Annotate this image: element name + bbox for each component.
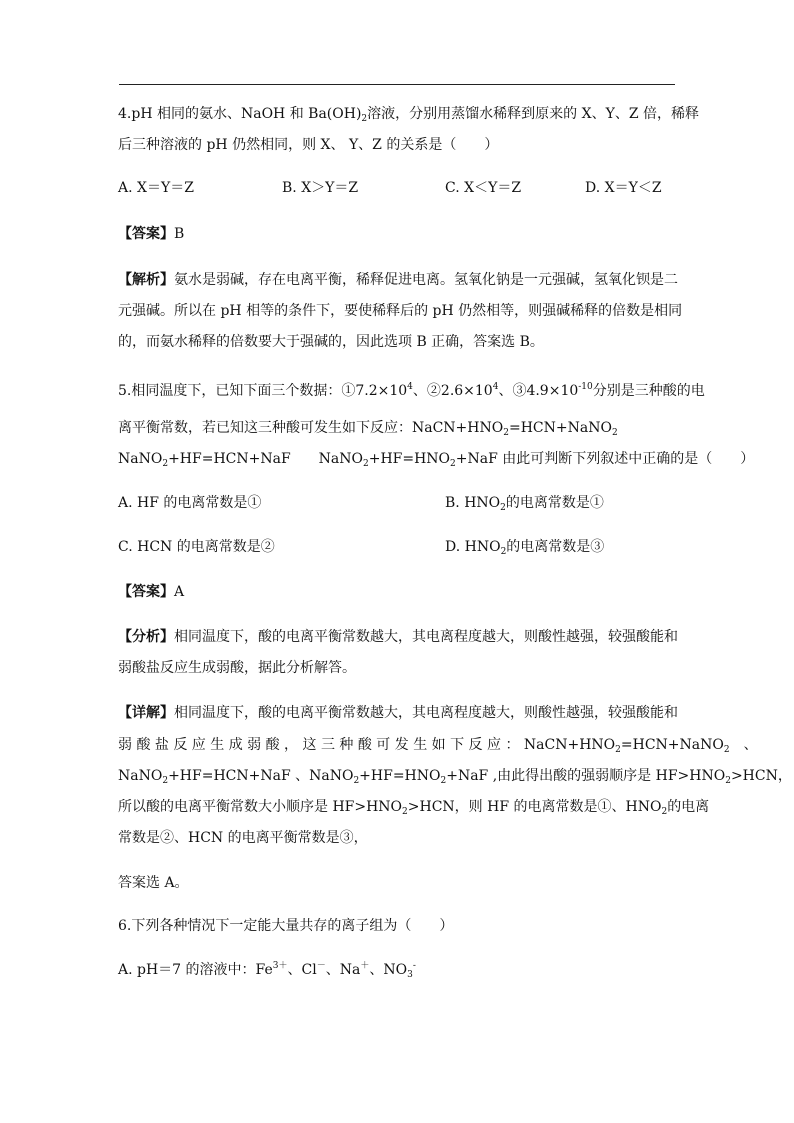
q4-stem-line1: 4.pH 相同的氨水、NaOH 和 $Ba(OH)_2$溶液，分别用蒸馏水稀释到原来的 X、Y、Z 倍，稀释	[118, 106, 699, 124]
q5-conclusion: 答案选 A。	[118, 875, 189, 891]
q4-option-d: D. X＝Y＜Z	[585, 180, 662, 196]
answer-value: A	[174, 584, 185, 600]
q5-fenxi-line2: 弱酸盐反应生成弱酸，据此分析解答。	[118, 660, 356, 676]
analysis-tag: 【解析】	[118, 272, 174, 288]
q6-stem: 6.下列各种情况下一定能大量共存的离子组为（ ）	[118, 918, 454, 934]
q4-option-c: C. X＜Y＝Z	[445, 180, 522, 196]
q5-option-c: C. HCN 的电离常数是②	[118, 539, 275, 555]
q6-option-a: A. pH＝7 的溶液中：$Fe^{3+}$、Cl－、Na＋、$NO_3^-$	[118, 961, 416, 980]
q4-stem-line2: 后三种溶液的 pH 仍然相同，则 X、 Y、Z 的关系是（ ）	[118, 137, 499, 153]
q5-option-a: A. HF 的电离常数是①	[118, 495, 262, 511]
q4-analysis-line2: 元强碱。所以在 pH 相等的条件下，要使稀释后的 pH 仍然相等，则强碱稀释的倍数是相同	[118, 303, 683, 319]
q5-xiangjie-line1: 【详解】相同温度下，酸的电离平衡常数越大，其电离程度越大，则酸性越强，较强酸能和	[118, 705, 678, 721]
q5-fenxi-line1: 【分析】相同温度下，酸的电离平衡常数越大，其电离程度越大，则酸性越强，较强酸能和	[118, 629, 678, 645]
header-rule	[119, 84, 675, 85]
answer-value: B	[174, 226, 185, 242]
q5-option-d: D. $HNO_2$的电离常数是③	[445, 539, 605, 557]
q5-answer	[118, 582, 184, 602]
q4-analysis-line3: 的，而氨水稀释的倍数要大于强碱的，因此选项 B 正确，答案选 B。	[118, 334, 544, 350]
fenxi-tag: 【分析】	[118, 629, 174, 645]
answer-tag: 【答案】	[118, 584, 174, 600]
q4-option-b: B. X＞Y＝Z	[282, 180, 359, 196]
q5-xiangjie-line5: 常数是②、HCN 的电离平衡常数是③，	[118, 830, 368, 846]
q4-option-a: A. X＝Y＝Z	[118, 180, 194, 196]
q5-xiangjie-line2: 弱 酸 盐 反 应 生 成 弱 酸 ， 这 三 种 酸 可 发 生 如 下 反 应 ： $NaCN+HNO_2=HCN+NaNO_2$ 、	[118, 737, 758, 755]
q4-analysis-line1: 【解析】氨水是弱碱，存在电离平衡，稀释促进电离。氢氧化钠是一元强碱，氢氧化钡是二	[118, 272, 678, 288]
q5-stem-line1: 5.相同温度下，已知下面三个数据：$①7.2\times 10^4$、$②2.6\times 10^4$、$③4.9\times 10^{-10}$分别是三种酸的电	[118, 382, 705, 399]
answer-tag: 【答案】	[118, 226, 174, 242]
q5-stem-line3: NaNO$_2$+HF=HCN+NaF $NaNO_2+HF=HNO_2+NaF$ 由此可判断下列叙述中正确的是（ ）	[118, 451, 755, 469]
xiangjie-tag: 【详解】	[118, 705, 174, 721]
q5-xiangjie-line4: 所以酸的电离平衡常数大小顺序是 $HF>HNO_2>HCN$，则 HF 的电离常数是①、$HNO_2$的电离	[118, 799, 710, 817]
q5-xiangjie-line3: NaNO$_2$+HF=HCN+NaF 、$NaNO_2+HF=HNO_2+NaF$ ,由此得出酸的强弱顺序是 $HF>HNO_2>HCN$，	[118, 768, 792, 786]
q4-answer	[118, 224, 184, 244]
q5-stem-line2: 离平衡常数，若已知这三种酸可发生如下反应：$NaCN+HNO_2=HCN+NaNO_2$	[118, 420, 618, 438]
q5-option-b: B. $HNO_2$的电离常数是①	[445, 495, 604, 513]
